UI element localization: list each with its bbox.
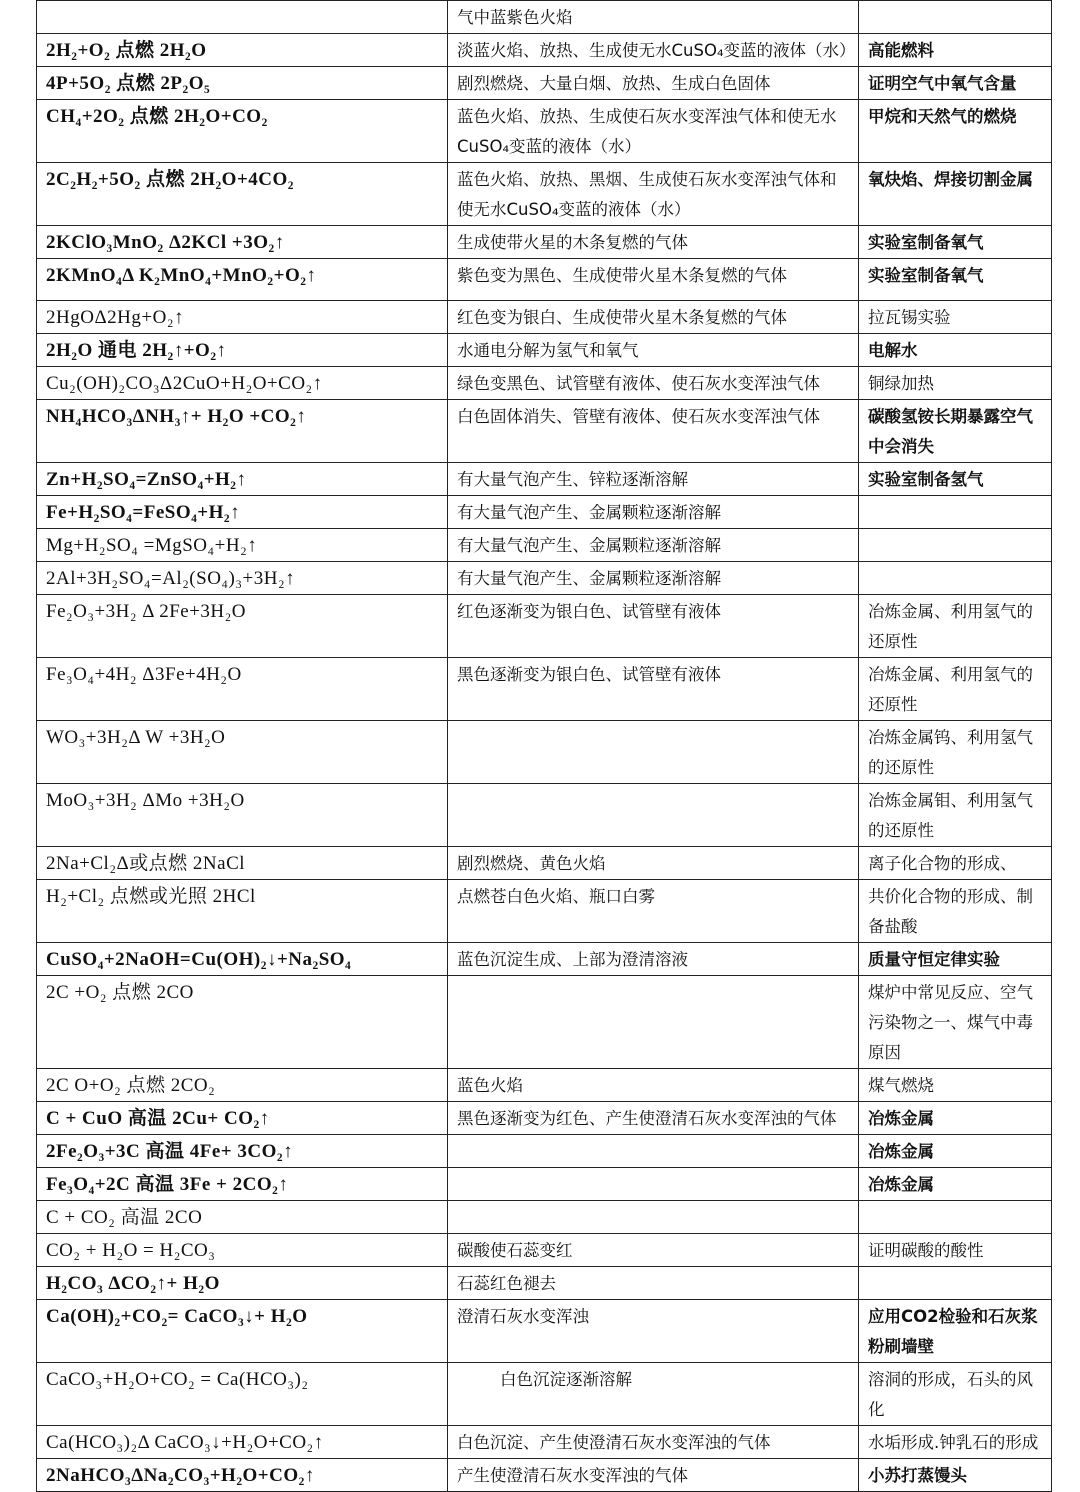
application-cell: 实验室制备氧气 [859,259,1052,301]
table-row [37,163,1052,226]
table-row [37,1234,1052,1267]
table-row [37,880,1052,943]
application-cell: 冶炼金属钨、利用氢气的还原性 [859,721,1052,784]
table-row [37,1300,1052,1363]
application-cell: 证明碳酸的酸性 [859,1234,1052,1267]
table-row [37,334,1052,367]
phenomenon-cell: 有大量气泡产生、锌粒逐渐溶解 [448,463,859,496]
application-cell: 应用CO2检验和石灰浆粉刷墙壁 [859,1300,1052,1363]
phenomenon-cell: 产生使澄清石灰水变浑浊的气体 [448,1459,859,1492]
phenomenon-cell: 有大量气泡产生、金属颗粒逐渐溶解 [448,496,859,529]
table-row [37,1459,1052,1492]
application-cell: 证明空气中氧气含量 [859,67,1052,100]
phenomenon-cell: 白色沉淀逐渐溶解 [448,1363,859,1426]
application-cell: 水垢形成.钟乳石的形成 [859,1426,1052,1459]
equation-cell: 2C O+O₂ 点燃 2CO₂ [37,1069,448,1102]
table-row [37,529,1052,562]
equation-cell: 2C +O₂ 点燃 2CO [37,976,448,1069]
phenomenon-cell: 剧烈燃烧、黄色火焰 [448,847,859,880]
phenomenon-cell: 点燃苍白色火焰、瓶口白雾 [448,880,859,943]
equation-cell: 2KMnO₄Δ K₂MnO₄+MnO₂+O₂↑ [37,259,448,301]
phenomenon-cell [448,721,859,784]
phenomenon-cell: 水通电分解为氢气和氧气 [448,334,859,367]
table-row [37,721,1052,784]
equation-cell: Mg+H₂SO₄ =MgSO₄+H₂↑ [37,529,448,562]
equation-cell: NH₄HCO₃ΔNH₃↑+ H₂O +CO₂↑ [37,400,448,463]
reaction-table-body [37,1,1052,1492]
application-cell: 冶炼金属、利用氢气的还原性 [859,595,1052,658]
phenomenon-cell: 淡蓝火焰、放热、生成使无水CuSO₄变蓝的液体（水） [448,34,859,67]
phenomenon-cell: 石蕊红色褪去 [448,1267,859,1300]
phenomenon-cell: 气中蓝紫色火焰 [448,1,859,34]
equation-cell: MoO₃+3H₂ ΔMo +3H₂O [37,784,448,847]
equation-cell: 2Al+3H₂SO₄=Al₂(SO₄)₃+3H₂↑ [37,562,448,595]
application-cell: 甲烷和天然气的燃烧 [859,100,1052,163]
table-row [37,301,1052,334]
phenomenon-cell: 黑色逐渐变为银白色、试管壁有液体 [448,658,859,721]
equation-cell: 2KClO₃MnO₂ Δ2KCl +3O₂↑ [37,226,448,259]
application-cell [859,562,1052,595]
table-row [37,1426,1052,1459]
table-row [37,658,1052,721]
application-cell: 氧炔焰、焊接切割金属 [859,163,1052,226]
equation-cell: CaCO₃+H₂O+CO₂ = Ca(HCO₃)₂ [37,1363,448,1426]
table-row [37,784,1052,847]
application-cell [859,1267,1052,1300]
phenomenon-cell: 白色固体消失、管壁有液体、使石灰水变浑浊气体 [448,400,859,463]
equation-cell: 4P+5O₂ 点燃 2P₂O₅ [37,67,448,100]
table-row [37,400,1052,463]
application-cell [859,1201,1052,1234]
application-cell: 高能燃料 [859,34,1052,67]
reaction-table [36,0,1052,1492]
table-row [37,1102,1052,1135]
phenomenon-cell [448,1201,859,1234]
application-cell: 小苏打蒸馒头 [859,1459,1052,1492]
equation-cell: Cu₂(OH)₂CO₃Δ2CuO+H₂O+CO₂↑ [37,367,448,400]
application-cell: 实验室制备氢气 [859,463,1052,496]
equation-cell: Fe+H₂SO₄=FeSO₄+H₂↑ [37,496,448,529]
phenomenon-cell [448,1168,859,1201]
phenomenon-cell: 有大量气泡产生、金属颗粒逐渐溶解 [448,562,859,595]
application-cell: 溶洞的形成，石头的风化 [859,1363,1052,1426]
application-cell: 冶炼金属 [859,1168,1052,1201]
application-cell: 碳酸氢铵长期暴露空气中会消失 [859,400,1052,463]
table-row [37,100,1052,163]
phenomenon-cell: 蓝色沉淀生成、上部为澄清溶液 [448,943,859,976]
application-cell [859,496,1052,529]
application-cell: 拉瓦锡实验 [859,301,1052,334]
table-row [37,943,1052,976]
table-row [37,463,1052,496]
phenomenon-cell: 蓝色火焰、放热、黑烟、生成使石灰水变浑浊气体和使无水CuSO₄变蓝的液体（水） [448,163,859,226]
phenomenon-cell: 剧烈燃烧、大量白烟、放热、生成白色固体 [448,67,859,100]
phenomenon-cell: 生成使带火星的木条复燃的气体 [448,226,859,259]
equation-cell: C + CO₂ 高温 2CO [37,1201,448,1234]
table-row [37,1069,1052,1102]
phenomenon-cell: 碳酸使石蕊变红 [448,1234,859,1267]
table-row [37,595,1052,658]
equation-cell [37,1,448,34]
phenomenon-cell [448,1135,859,1168]
phenomenon-cell [448,976,859,1069]
equation-cell: 2H₂+O₂ 点燃 2H₂O [37,34,448,67]
equation-cell: CH₄+2O₂ 点燃 2H₂O+CO₂ [37,100,448,163]
reaction-table-sheet [36,0,1051,1492]
phenomenon-cell: 黑色逐渐变为红色、产生使澄清石灰水变浑浊的气体 [448,1102,859,1135]
table-row [37,847,1052,880]
table-row [37,259,1052,301]
equation-cell: CuSO₄+2NaOH=Cu(OH)₂↓+Na₂SO₄ [37,943,448,976]
phenomenon-cell: 有大量气泡产生、金属颗粒逐渐溶解 [448,529,859,562]
table-row [37,226,1052,259]
table-row [37,976,1052,1069]
application-cell: 质量守恒定律实验 [859,943,1052,976]
application-cell: 离子化合物的形成、 [859,847,1052,880]
table-row [37,1267,1052,1300]
table-row [37,34,1052,67]
table-row [37,1363,1052,1426]
equation-cell: Fe₂O₃+3H₂ Δ 2Fe+3H₂O [37,595,448,658]
phenomenon-cell: 紫色变为黑色、生成使带火星木条复燃的气体 [448,259,859,301]
equation-cell: CO₂ + H₂O = H₂CO₃ [37,1234,448,1267]
table-row [37,367,1052,400]
equation-cell: Fe₃O₄+4H₂ Δ3Fe+4H₂O [37,658,448,721]
table-row [37,1168,1052,1201]
equation-cell: WO₃+3H₂Δ W +3H₂O [37,721,448,784]
equation-cell: Fe₃O₄+2C 高温 3Fe + 2CO₂↑ [37,1168,448,1201]
table-row [37,562,1052,595]
application-cell: 冶炼金属钼、利用氢气的还原性 [859,784,1052,847]
phenomenon-cell: 蓝色火焰、放热、生成使石灰水变浑浊气体和使无水CuSO₄变蓝的液体（水） [448,100,859,163]
equation-cell: 2C₂H₂+5O₂ 点燃 2H₂O+4CO₂ [37,163,448,226]
equation-cell: H₂CO₃ ΔCO₂↑+ H₂O [37,1267,448,1300]
application-cell [859,1,1052,34]
application-cell: 实验室制备氧气 [859,226,1052,259]
table-row [37,1,1052,34]
application-cell: 冶炼金属 [859,1135,1052,1168]
table-row [37,1201,1052,1234]
equation-cell: 2HgOΔ2Hg+O₂↑ [37,301,448,334]
equation-cell: Zn+H₂SO₄=ZnSO₄+H₂↑ [37,463,448,496]
equation-cell: Ca(OH)₂+CO₂= CaCO₃↓+ H₂O [37,1300,448,1363]
equation-cell: Ca(HCO₃)₂Δ CaCO₃↓+H₂O+CO₂↑ [37,1426,448,1459]
phenomenon-cell: 绿色变黑色、试管壁有液体、使石灰水变浑浊气体 [448,367,859,400]
application-cell: 煤炉中常见反应、空气污染物之一、煤气中毒原因 [859,976,1052,1069]
equation-cell: 2H₂O 通电 2H₂↑+O₂↑ [37,334,448,367]
phenomenon-cell: 蓝色火焰 [448,1069,859,1102]
equation-cell: C + CuO 高温 2Cu+ CO₂↑ [37,1102,448,1135]
application-cell: 冶炼金属 [859,1102,1052,1135]
phenomenon-cell: 澄清石灰水变浑浊 [448,1300,859,1363]
phenomenon-cell: 红色逐渐变为银白色、试管壁有液体 [448,595,859,658]
table-row [37,1135,1052,1168]
application-cell: 电解水 [859,334,1052,367]
table-row [37,67,1052,100]
phenomenon-cell: 红色变为银白、生成使带火星木条复燃的气体 [448,301,859,334]
application-cell: 铜绿加热 [859,367,1052,400]
phenomenon-cell: 白色沉淀、产生使澄清石灰水变浑浊的气体 [448,1426,859,1459]
equation-cell: 2Na+Cl₂Δ或点燃 2NaCl [37,847,448,880]
application-cell: 冶炼金属、利用氢气的还原性 [859,658,1052,721]
application-cell: 煤气燃烧 [859,1069,1052,1102]
equation-cell: 2Fe₂O₃+3C 高温 4Fe+ 3CO₂↑ [37,1135,448,1168]
application-cell: 共价化合物的形成、制备盐酸 [859,880,1052,943]
equation-cell: 2NaHCO₃ΔNa₂CO₃+H₂O+CO₂↑ [37,1459,448,1492]
application-cell [859,529,1052,562]
equation-cell: H₂+Cl₂ 点燃或光照 2HCl [37,880,448,943]
table-row [37,496,1052,529]
phenomenon-cell [448,784,859,847]
